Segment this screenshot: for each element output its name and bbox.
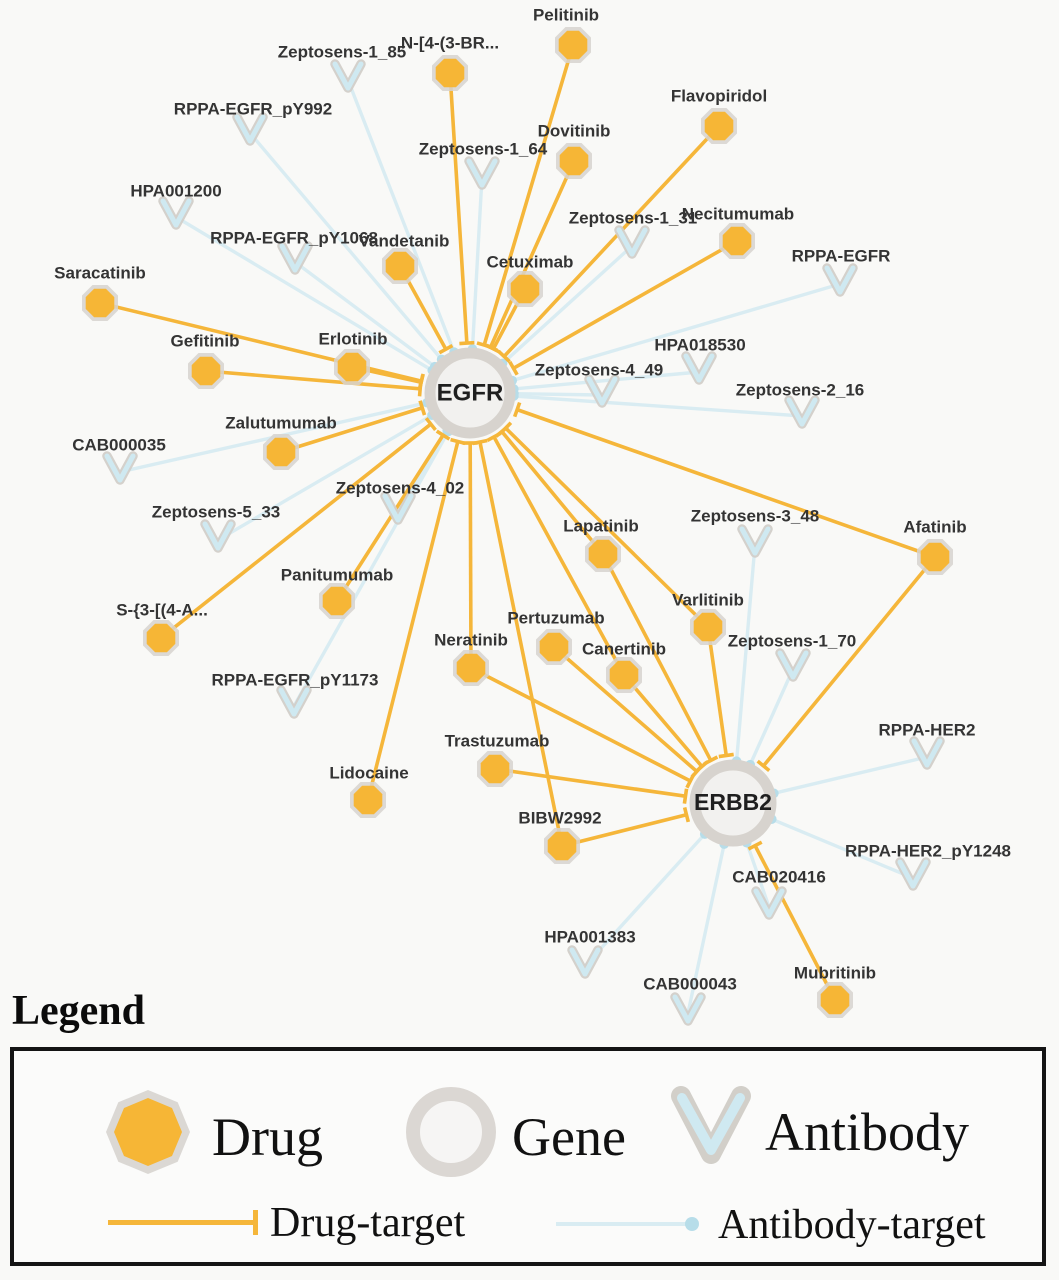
drug-node-label: Cetuximab [486, 252, 574, 272]
antibody-node-label: CAB000035 [72, 435, 166, 455]
gene-legend-icon [400, 1082, 502, 1192]
antibody-node-Zeptosens-1_85[interactable] [335, 64, 361, 88]
drug-target-edge [495, 769, 685, 796]
antibody-node-label: CAB020416 [732, 867, 826, 887]
drug-node-label: Panitumumab [280, 565, 394, 585]
drug-node-label: Vandetanib [358, 231, 450, 251]
drug-node-Gefitinib[interactable] [192, 357, 221, 386]
antibody-node-label: Zeptosens-4_49 [534, 360, 664, 380]
antibody-target-edge [514, 394, 602, 395]
drug-node-label: BIBW2992 [518, 808, 602, 828]
antibody-node-Zeptosens-1_64[interactable] [469, 161, 495, 185]
antibody-node-label: RPPA-EGFR [791, 246, 891, 266]
drug-node-Saracatinib[interactable] [86, 289, 115, 318]
drug-node-Zalutumumab[interactable] [267, 438, 296, 467]
antibody-node-RPPA-HER2_pY1248[interactable] [900, 862, 926, 886]
drug-edge-tbar [420, 375, 423, 390]
antibody-node-Zeptosens-2_16[interactable] [789, 400, 815, 424]
antibody-node-Zeptosens-1_31[interactable] [619, 230, 645, 254]
drug-edge-tbar [684, 789, 686, 804]
antibody-node-label: HPA001200 [130, 181, 222, 201]
drug-node-Lapatinib[interactable] [589, 540, 618, 569]
drug-node-label: Gefitinib [170, 331, 240, 351]
drug-edge-tbar [459, 343, 474, 344]
drug-node-Vandetanib[interactable] [386, 252, 415, 281]
drug-node-Neratinib[interactable] [457, 654, 486, 683]
drug-node-label: Necitumumab [681, 204, 795, 224]
drug-target-edge [502, 432, 603, 554]
antibody-node-label: Zeptosens-5_33 [151, 502, 281, 522]
antibody-node-label: RPPA-HER2 [878, 720, 976, 740]
drug-node-Necitumumab[interactable] [723, 227, 752, 256]
drug-node-label: Pelitinib [532, 5, 600, 25]
drug-node-Afatinib[interactable] [921, 543, 950, 572]
antibody-node-HPA001383[interactable] [572, 950, 598, 974]
antibody-node-label: Zeptosens-1_64 [418, 139, 548, 159]
drug-node-label: Zalutumumab [225, 413, 337, 433]
antibody-node-label: Zeptosens-1_70 [727, 631, 857, 651]
gene-node-label: EGFR [436, 379, 504, 407]
drug-node-Flavopiridol[interactable] [705, 112, 734, 141]
antibody-target-edge [472, 177, 482, 349]
drug-node-S-{3-[(4-A...[interactable] [147, 624, 176, 653]
drug-node-label: Saracatinib [54, 263, 146, 283]
drug-node-Cetuximab[interactable] [511, 275, 540, 304]
antibody-node-CAB000035[interactable] [107, 456, 133, 480]
antibody-node-Zeptosens-1_70[interactable] [780, 653, 806, 677]
drug-node-Erlotinib[interactable] [338, 353, 367, 382]
antibody-node-label: Zeptosens-2_16 [735, 380, 865, 400]
antibody-legend-icon [668, 1082, 754, 1192]
antibody-node-label: RPPA-EGFR_pY1173 [211, 670, 379, 690]
legend-title: Legend [12, 988, 146, 1034]
drug-target-edge-sample [108, 1220, 256, 1225]
drug-node-label: Neratinib [434, 630, 508, 650]
drug-node-label: S-{3-[(4-A... [116, 600, 208, 620]
antibody-target-edge [295, 262, 435, 367]
drug-node-label: Afatinib [903, 517, 967, 537]
drug-node-label: Flavopiridol [670, 86, 768, 106]
antibody-target-edge [774, 757, 927, 793]
antibody-node-RPPA-HER2[interactable] [914, 741, 940, 765]
antibody-legend-label: Antibody [765, 1102, 970, 1162]
drug-legend-label: Drug [212, 1107, 323, 1167]
drug-node-label: Pertuzumab [507, 608, 605, 628]
drug-edge-tbar [451, 440, 466, 444]
drug-legend-icon [98, 1082, 198, 1192]
antibody-node-RPPA-EGFR_pY992[interactable] [237, 117, 263, 141]
antibody-target-edge [737, 545, 755, 761]
drug-edge-tbar [685, 807, 689, 822]
drug-node-Pertuzumab[interactable] [540, 633, 569, 662]
drug-node-Panitumumab[interactable] [323, 587, 352, 616]
drug-node-label: Dovitinib [537, 121, 611, 141]
antibody-node-label: RPPA-EGFR_pY1068 [210, 228, 378, 248]
drug-edge-tbar [473, 441, 488, 444]
antibody-node-label: CAB000043 [643, 974, 737, 994]
antibody-node-label: Zeptosens-1_85 [277, 42, 407, 62]
antibody-target-edge-sample [556, 1222, 692, 1226]
antibody-node-label: Zeptosens-3_48 [690, 506, 820, 526]
drug-node-Varlitinib[interactable] [694, 613, 723, 642]
antibody-node-Zeptosens-3_48[interactable] [742, 529, 768, 553]
antibody-node-RPPA-EGFR_pY1173[interactable] [281, 690, 307, 714]
antibody-node-label: RPPA-EGFR_pY992 [173, 99, 333, 119]
drug-node-label: N-[4-(3-BR... [400, 33, 500, 53]
antibody-node-HPA018530[interactable] [686, 356, 712, 380]
antibody-target-edge [750, 669, 793, 765]
antibody-target-legend-label: Antibody-target [718, 1202, 986, 1248]
drug-node-Dovitinib[interactable] [560, 147, 589, 176]
antibody-node-RPPA-EGFR_pY1068[interactable] [282, 246, 308, 270]
drug-node-Mubritinib[interactable] [821, 986, 850, 1015]
gene-node-label: ERBB2 [694, 789, 772, 816]
antibody-node-label: Zeptosens-1_31 [568, 208, 698, 228]
antibody-node-label: Zeptosens-4_02 [335, 478, 465, 498]
drug-node-N-[4-(3-BR...[interactable] [436, 59, 465, 88]
drug-node-Lidocaine[interactable] [354, 786, 383, 815]
antibody-node-label: HPA001383 [544, 927, 636, 947]
drug-target-edge [708, 627, 726, 755]
drug-node-label: Mubritinib [793, 963, 877, 983]
drug-node-label: Lapatinib [563, 516, 639, 536]
drug-node-BIBW2992[interactable] [548, 832, 577, 861]
antibody-node-label: RPPA-HER2_pY1248 [845, 841, 1011, 861]
drug-node-label: Lidocaine [329, 763, 409, 783]
drug-node-Pelitinib[interactable] [559, 31, 588, 60]
antibody-node-Zeptosens-5_33[interactable] [205, 524, 231, 548]
drug-node-Canertinib[interactable] [610, 661, 639, 690]
antibody-node-label: HPA018530 [654, 335, 746, 355]
drug-node-label: Canertinib [581, 639, 667, 659]
drug-node-label: Trastuzumab [444, 731, 550, 751]
drug-edge-tbar [515, 403, 520, 417]
drug-node-label: Varlitinib [672, 590, 744, 610]
drug-target-legend-label: Drug-target [270, 1200, 466, 1246]
gene-legend-label: Gene [512, 1107, 626, 1167]
drug-target-edge [450, 73, 467, 343]
antibody-edge-dot [685, 1217, 699, 1231]
drug-node-Trastuzumab[interactable] [481, 755, 510, 784]
drug-edge-tbar [719, 754, 734, 756]
drug-node-label: Erlotinib [318, 329, 388, 349]
